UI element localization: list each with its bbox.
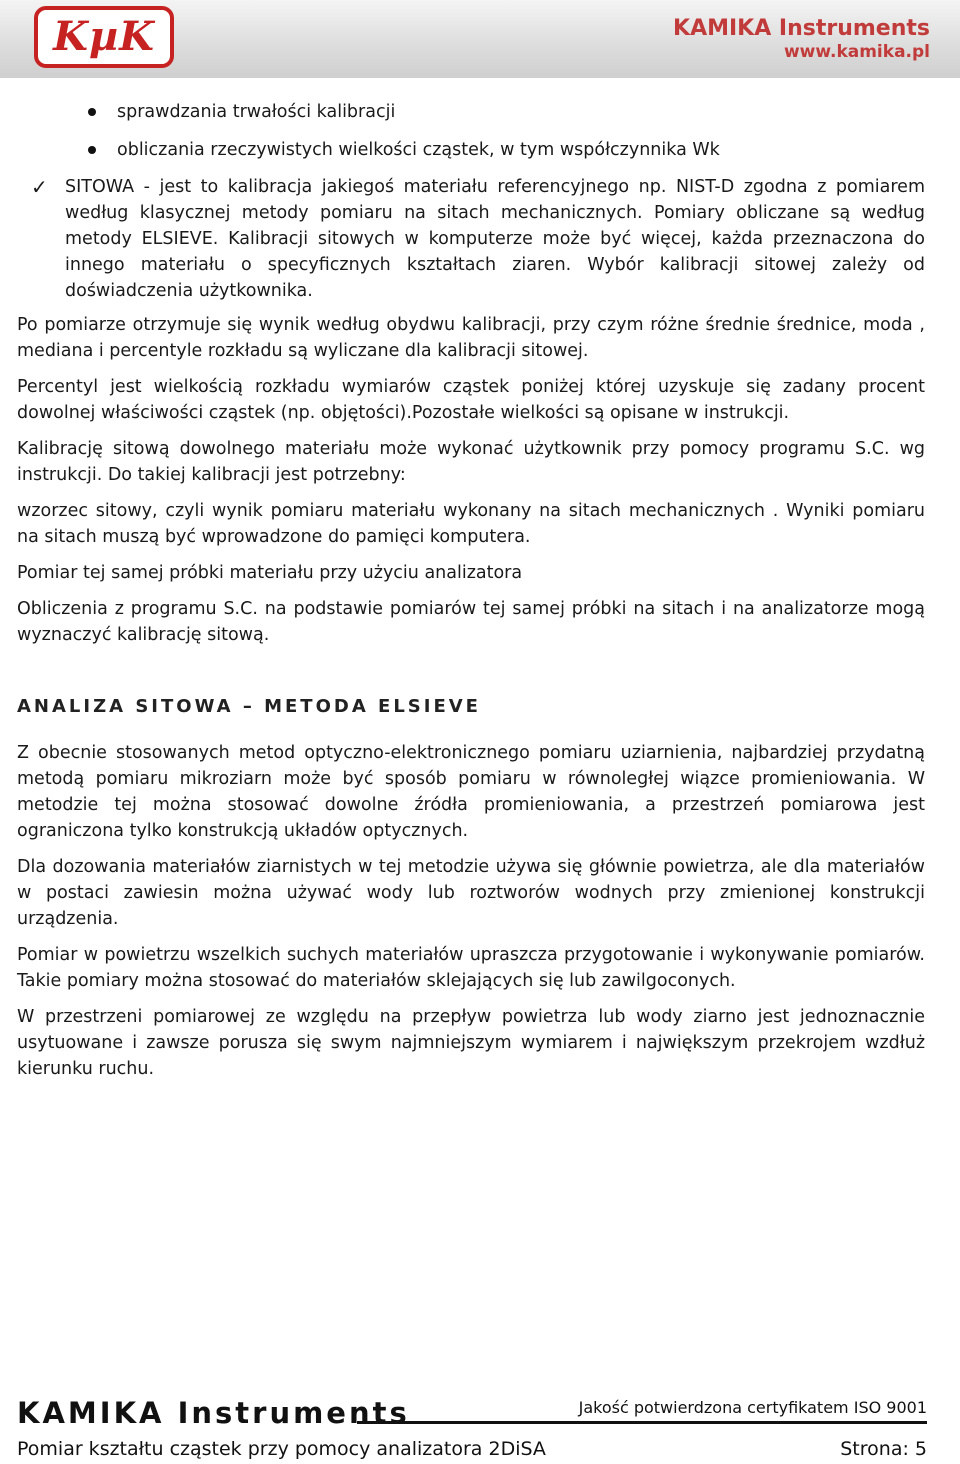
footer-brand: KAMIKA Instruments — [17, 1396, 410, 1430]
paragraph: W przestrzeni pomiarowej ze względu na przepływ powietrza lub wody ziarno jest jednoznacznie usytuowane i zawsze porusza się swym najmniejszym wymiarem i największym przekrojem wzdłuż kierunku ruchu. — [17, 1007, 925, 1079]
paragraph: Kalibrację sitową dowolnego materiału może wykonać użytkownik przy pomocy programu S.C. wg instrukcji. Do takiej kalibracji jest potrzebny: — [17, 439, 925, 485]
bullet-icon — [88, 146, 96, 154]
checklist-item — [17, 174, 925, 304]
bullet-list — [17, 98, 925, 174]
section-body — [17, 740, 925, 1082]
list-item — [17, 136, 925, 174]
paragraph: Pomiar w powietrzu wszelkich suchych materiałów upraszcza przygotowanie i wykonywanie pomiarów. Takie pomiary można stosować do materiałów sklejających się lub zawilgoconych. — [17, 945, 925, 991]
brand-name: KAMIKA Instruments — [673, 16, 930, 41]
page-number: Strona: 5 — [840, 1438, 927, 1460]
kuk-logo — [34, 6, 174, 68]
page-header — [0, 0, 960, 78]
document-body — [17, 98, 925, 1092]
checklist-text: SITOWA - jest to kalibracja jakiegoś materiału referencyjnego np. NIST-D zgodna z pomiarem według klasycznej metody pomiaru na sitach mechanicznych. Pomiary obliczane są według metody ELSIEVE. Kalibracji sitowych w komputerze może być więcej, każda przeznaczona do innego materiału o specyficznych kształtach ziaren. Wybór kalibracji sitowej zależy od doświadczenia użytkownika. — [65, 177, 925, 301]
footer-doc-title: Pomiar kształtu cząstek przy pomocy analizatora 2DiSA — [17, 1438, 546, 1460]
paragraph: Dla dozowania materiałów ziarnistych w tej metodzie używa się głównie powietrza, ale dla materiałów w postaci zawiesin można używać wody lub roztworów wodnych przy zmienionej konstrukcji urządzenia. — [17, 857, 925, 929]
paragraph: Po pomiarze otrzymuje się wynik według obydwu kalibracji, przy czym różne średnie średnice, moda , mediana i percentyle rozkładu są wyliczane dla kalibracji sitowej. — [17, 315, 925, 361]
section-heading: ANALIZA SITOWA – METODA ELSIEVE — [17, 696, 481, 717]
list-item — [17, 98, 925, 136]
bullet-text: sprawdzania trwałości kalibracji — [117, 102, 396, 122]
brand-url: www.kamika.pl — [783, 42, 930, 62]
paragraph: Obliczenia z programu S.C. na podstawie pomiarów tej samej próbki na sitach i na analizatorze mogą wyznaczyć kalibrację sitową. — [17, 599, 925, 645]
bullet-icon — [88, 108, 96, 116]
header-brand — [673, 16, 930, 62]
footer-certificate: Jakość potwierdzona certyfikatem ISO 9001 — [578, 1398, 927, 1417]
bullet-text: obliczania rzeczywistych wielkości cząstek, w tym współczynnika Wk — [117, 140, 720, 160]
paragraph: wzorzec sitowy, czyli wynik pomiaru materiału wykonany na sitach mechanicznych . Wyniki pomiaru na sitach muszą być wprowadzone do pamięci komputera. — [17, 501, 925, 547]
paragraph: Percentyl jest wielkością rozkładu wymiarów cząstek poniżej której uzyskuje się zadany procent dowolnej właściwości cząstek (np. objętości).Pozostałe wielkości są opisane w instrukcji. — [17, 377, 925, 423]
logo-text: KµK — [53, 13, 155, 60]
footer-divider — [357, 1421, 927, 1424]
checkmark-icon: ✓ — [31, 175, 48, 199]
paragraph: Pomiar tej samej próbki materiału przy użyciu analizatora — [17, 563, 523, 583]
paragraph: Z obecnie stosowanych metod optyczno-elektronicznego pomiaru uziarnienia, najbardziej przydatną metodą pomiaru mikroziarn może być sposób pomiaru w równoległej wiązce promieniowania. W metodzie tej można stosować dowolne źródła promieniowania, a przestrzeń pomiarowa jest ograniczona tylko konstrukcją układów optycznych. — [17, 743, 925, 841]
